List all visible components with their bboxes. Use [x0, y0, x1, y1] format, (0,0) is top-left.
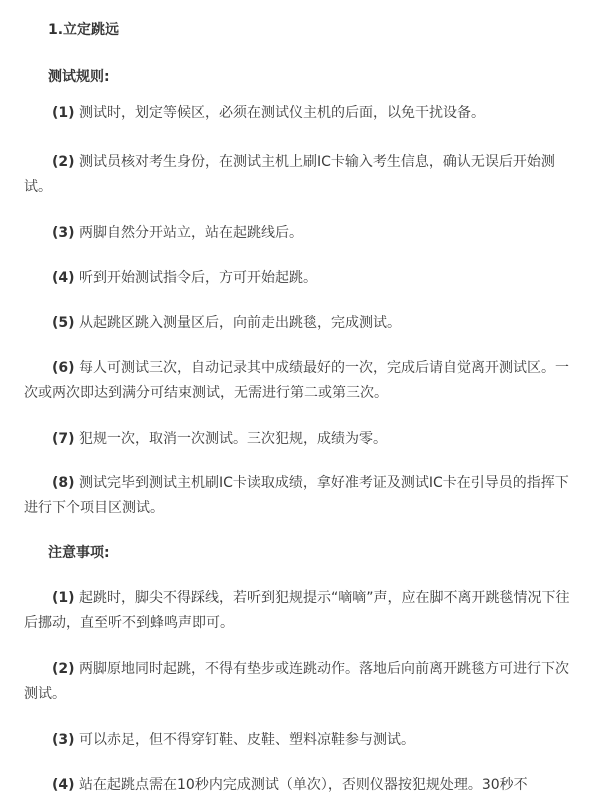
rule-number: (5): [52, 315, 75, 331]
rule-item-6: [24, 356, 580, 406]
rule-number: (2): [52, 154, 75, 170]
rule-text: 测试时，划定等候区，必须在测试仪主机的后面，以免干扰设备。: [79, 105, 485, 121]
rule-number: (4): [52, 270, 75, 286]
rule-text: 犯规一次，取消一次测试。三次犯规，成绩为零。: [79, 431, 387, 447]
note-number: (1): [52, 590, 75, 606]
rule-item-1: [24, 101, 580, 126]
rule-item-5: [24, 311, 580, 336]
rule-text: 测试员核对考生身份，在测试主机上刷IC卡输入考生信息，确认无误后开始测试。: [24, 154, 555, 195]
rule-number: (3): [52, 225, 75, 241]
notes-title: 注意事项:: [48, 545, 110, 561]
note-text: 可以赤足，但不得穿钉鞋、皮鞋、塑料凉鞋参与测试。: [79, 732, 415, 748]
rules-title: 测试规则:: [48, 69, 110, 85]
rule-text: 两脚自然分开站立，站在起跳线后。: [79, 225, 303, 241]
rule-number: (7): [52, 431, 75, 447]
note-item-2: [24, 657, 580, 707]
note-number: (4): [52, 777, 75, 793]
rule-item-3: [24, 221, 580, 246]
rule-item-7: [24, 427, 580, 452]
rule-item-4: [24, 266, 580, 291]
note-text: 起跳时，脚尖不得踩线，若听到犯规提示“嘀嘀”声，应在脚不离开跳毯情况下往后挪动，直至听不到蜂鸣声即可。: [24, 590, 570, 631]
note-number: (2): [52, 661, 75, 677]
rule-item-2: [24, 150, 580, 200]
note-item-1: [24, 586, 580, 636]
note-item-4: [24, 773, 580, 797]
rule-text: 从起跳区跳入测量区后，向前走出跳毯，完成测试。: [79, 315, 401, 331]
rule-text: 测试完毕到测试主机刷IC卡读取成绩，拿好准考证及测试IC卡在引导员的指挥下进行下个项目区测试。: [24, 475, 569, 516]
rule-item-8: [24, 471, 580, 521]
rule-number: (8): [52, 475, 75, 491]
rule-text: 每人可测试三次，自动记录其中成绩最好的一次，完成后请自觉离开测试区。一次或两次即达到满分可结束测试，无需进行第二或第三次。: [24, 360, 569, 401]
page-heading: 1.立定跳远: [48, 22, 120, 38]
note-text: 两脚原地同时起跳，不得有垫步或连跳动作。落地后向前离开跳毯方可进行下次测试。: [24, 661, 569, 702]
rule-number: (1): [52, 105, 75, 121]
note-number: (3): [52, 732, 75, 748]
note-text: 站在起跳点需在10秒内完成测试（单次），否则仪器按犯规处理。30秒不: [79, 777, 528, 793]
rule-text: 听到开始测试指令后，方可开始起跳。: [79, 270, 317, 286]
rule-number: (6): [52, 360, 75, 376]
note-item-3: [24, 728, 580, 753]
